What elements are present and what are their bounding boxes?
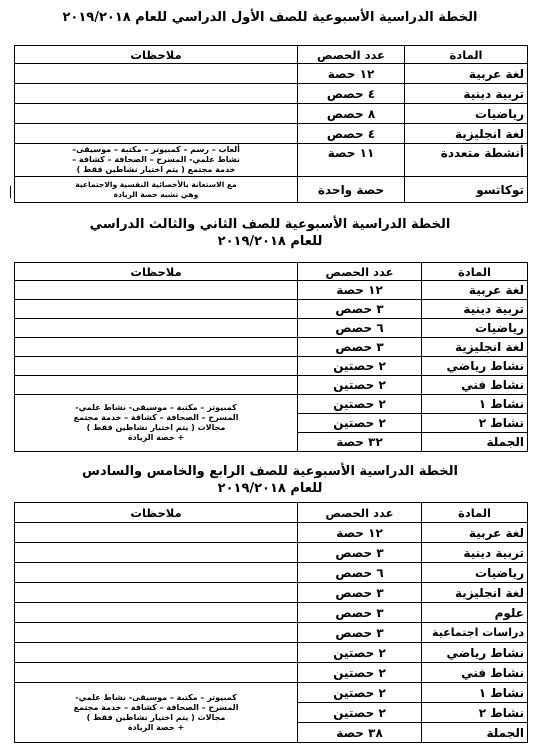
table-header-row <box>15 263 528 281</box>
count-cell: ٣ حصص <box>298 338 422 357</box>
table-row <box>15 663 528 683</box>
notes-line: ألعاب – رسم – كمبيوتر – مكتبة – موسيقى– <box>72 145 240 154</box>
subject-cell: نشاط فني <box>422 376 528 395</box>
count-cell: ٢ حصتين <box>298 395 422 414</box>
section2-title-line2: للعام ٢٠١٩/٢٠١٨ <box>217 234 323 249</box>
subject-cell: توكاتسو <box>405 177 528 203</box>
count-cell: ٣ حصص <box>298 623 422 643</box>
table-row <box>15 395 528 414</box>
scan-mark <box>10 186 11 198</box>
section3-title <box>0 463 540 497</box>
count-cell: ٣ حصص <box>298 543 422 563</box>
notes-line: مجالات ( يتم اختيار نشاطين فقط ) <box>86 712 226 722</box>
notes-line: وهي تشبه حصة الريادة <box>113 189 199 199</box>
notes-line: كمبيوتر – مكتبة – موسيقى- نشاط علمي- <box>75 692 237 702</box>
table-row <box>15 281 528 300</box>
notes-line: + حصة الريادة <box>127 722 185 732</box>
count-cell: ٢ حصتين <box>298 376 422 395</box>
subject-cell: لغة انجليزية <box>422 583 528 603</box>
subject-cell: نشاط رياضي <box>422 357 528 376</box>
table-row <box>15 683 528 703</box>
header-count: عدد الحصص <box>298 46 405 64</box>
subject-cell: لغة عربية <box>405 64 528 84</box>
notes-cell <box>15 177 298 203</box>
subject-cell: دراسات اجتماعية <box>422 623 528 643</box>
notes-cell <box>15 104 298 124</box>
subject-cell: لغة انجليزية <box>405 124 528 144</box>
count-cell: ٣ حصص <box>298 603 422 623</box>
notes-cell <box>15 643 298 663</box>
subject-cell: رياضيات <box>422 563 528 583</box>
table-row <box>15 338 528 357</box>
count-cell: ١١ حصة <box>298 144 405 177</box>
table-row <box>15 357 528 376</box>
notes-cell <box>15 300 298 319</box>
notes-cell <box>15 663 298 683</box>
subject-cell: تربية دينية <box>422 543 528 563</box>
notes-cell <box>15 124 298 144</box>
count-cell: ٢ حصتين <box>298 643 422 663</box>
subject-cell: علوم <box>422 603 528 623</box>
count-cell: ٣ حصص <box>298 583 422 603</box>
count-cell: ٨ حصص <box>298 104 405 124</box>
count-cell: ٢ حصتين <box>298 357 422 376</box>
notes-cell <box>15 84 298 104</box>
section1-table <box>14 45 528 203</box>
table-row <box>15 124 528 144</box>
table-row <box>15 563 528 583</box>
notes-cell <box>15 64 298 84</box>
notes-line: + حصة الريادة <box>127 433 185 442</box>
subject-cell: رياضيات <box>422 319 528 338</box>
subject-cell: نشاط ٢ <box>422 414 528 433</box>
section3-table <box>14 502 528 743</box>
table-row <box>15 376 528 395</box>
notes-cell <box>15 543 298 563</box>
table-row <box>15 603 528 623</box>
count-cell: ٢ حصتين <box>298 683 422 703</box>
subject-cell: الجملة <box>422 723 528 743</box>
table-row <box>15 144 528 177</box>
count-cell: ٣ حصص <box>298 300 422 319</box>
section3-title-line2: للعام ٢٠١٩/٢٠١٨ <box>217 481 323 496</box>
header-notes: ملاحظات <box>15 46 298 64</box>
section2-table <box>14 262 528 452</box>
count-cell: ١٢ حصة <box>298 523 422 543</box>
notes-cell <box>15 319 298 338</box>
section2-title <box>0 216 540 250</box>
table-row <box>15 300 528 319</box>
notes-cell <box>15 376 298 395</box>
notes-cell <box>15 357 298 376</box>
table-row <box>15 523 528 543</box>
header-notes: ملاحظات <box>15 263 298 281</box>
header-notes: ملاحظات <box>15 503 298 523</box>
table-row <box>15 177 528 203</box>
table-row <box>15 319 528 338</box>
subject-cell: لغة عربية <box>422 523 528 543</box>
table-row <box>15 104 528 124</box>
count-cell: ٦ حصص <box>298 319 422 338</box>
notes-line: المسرح – الصحافة – كشافة – خدمة مجتمع <box>73 413 239 422</box>
notes-cell <box>15 583 298 603</box>
table-row <box>15 643 528 663</box>
subject-cell: الجملة <box>422 433 528 452</box>
count-cell: ٢ حصتين <box>298 663 422 683</box>
subject-cell: أنشطة متعددة <box>405 144 528 177</box>
header-count: عدد الحصص <box>298 263 422 281</box>
notes-line: نشاط علمي- المسرح – الصحافة – كشافة – <box>72 155 240 164</box>
count-cell: ٤ حصص <box>298 84 405 104</box>
count-cell: حصة واحدة <box>298 177 405 203</box>
count-cell: ٢ حصتين <box>298 703 422 723</box>
notes-line: كمبيوتر – مكتبة – موسيقى- نشاط علمي- <box>75 403 237 412</box>
notes-cell <box>15 603 298 623</box>
header-subject: المادة <box>422 263 528 281</box>
notes-cell <box>15 338 298 357</box>
table-row <box>15 583 528 603</box>
subject-cell: لغة عربية <box>422 281 528 300</box>
section2-title-line1: الخطة الدراسية الأسبوعية للصف الثاني والثالث الدراسي <box>89 217 451 232</box>
count-cell: ١٢ حصة <box>298 64 405 84</box>
section3-title-line1: الخطة الدراسية الأسبوعية للصف الرابع والخامس والسادس <box>82 464 458 479</box>
notes-cell <box>15 683 298 743</box>
subject-cell: تربية دينية <box>422 300 528 319</box>
notes-cell <box>15 623 298 643</box>
table-row <box>15 64 528 84</box>
table-row <box>15 623 528 643</box>
count-cell: ٣٢ حصة <box>298 433 422 452</box>
notes-line: خدمة مجتمع ( يتم اختيار نشاطين فقط ) <box>76 165 236 174</box>
count-cell: ٦ حصص <box>298 563 422 583</box>
notes-cell <box>15 144 298 177</box>
count-cell: ٤ حصص <box>298 124 405 144</box>
subject-cell: تربية دينية <box>405 84 528 104</box>
subject-cell: لغة انجليزية <box>422 338 528 357</box>
header-subject: المادة <box>422 503 528 523</box>
notes-line: مع الاستعانة بالأخصائية النفسية والاجتماعية <box>75 180 237 189</box>
subject-cell: رياضيات <box>405 104 528 124</box>
header-count: عدد الحصص <box>298 503 422 523</box>
count-cell: ١٢ حصة <box>298 281 422 300</box>
count-cell: ٢ حصتين <box>298 414 422 433</box>
subject-cell: نشاط ١ <box>422 395 528 414</box>
notes-line: مجالات ( يتم اختيار نشاطين فقط ) <box>86 423 226 432</box>
subject-cell: نشاط رياضي <box>422 643 528 663</box>
table-header-row <box>15 503 528 523</box>
table-row <box>15 543 528 563</box>
subject-cell: نشاط ٢ <box>422 703 528 723</box>
notes-line: المسرح – الصحافة – كشافة – خدمة مجتمع <box>73 702 239 712</box>
table-row <box>15 84 528 104</box>
header-subject: المادة <box>405 46 528 64</box>
subject-cell: نشاط ١ <box>422 683 528 703</box>
notes-cell <box>15 281 298 300</box>
notes-cell <box>15 523 298 543</box>
count-cell: ٣٨ حصة <box>298 723 422 743</box>
subject-cell: نشاط فني <box>422 663 528 683</box>
table-header-row <box>15 46 528 64</box>
section1-title: الخطة الدراسية الأسبوعية للصف الأول الدراسي للعام ٢٠١٩/٢٠١٨ <box>62 10 478 25</box>
notes-cell <box>15 563 298 583</box>
notes-cell <box>15 395 298 452</box>
